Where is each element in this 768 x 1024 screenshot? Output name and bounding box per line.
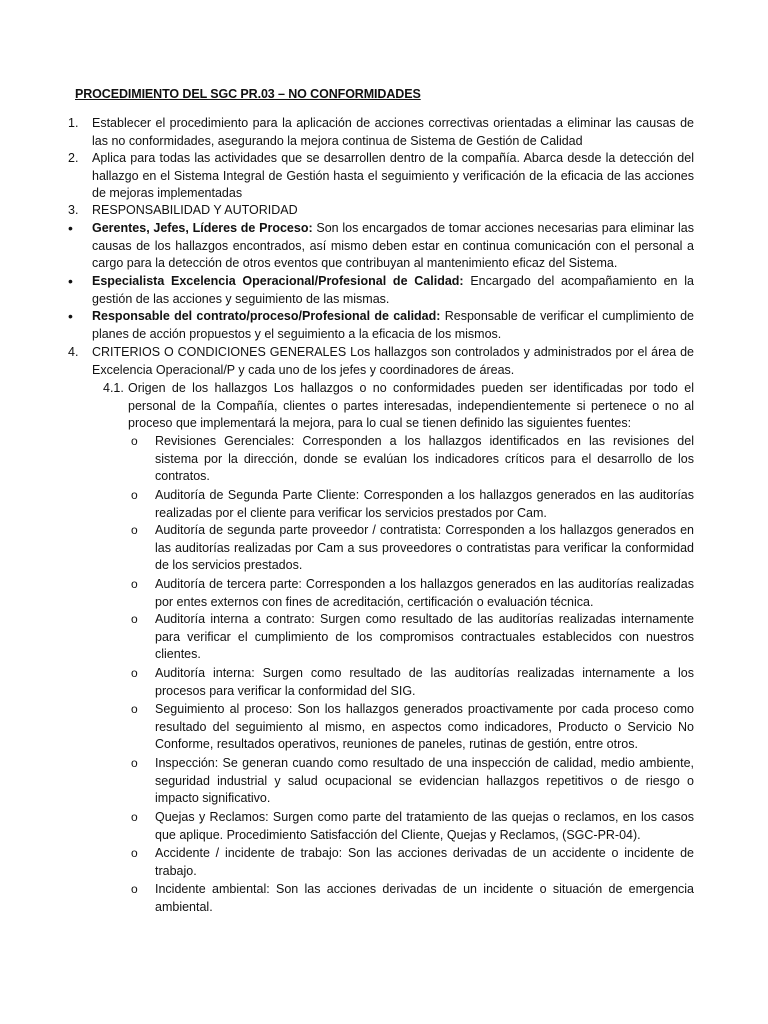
source-process-follow-up: Seguimiento al proceso: Son los hallazgos generados proactivamente por cada proceso como resultado del seguimiento al mismo, en aspectos como indicadores, Producto o Servicio No Conforme, resultados operativos, reuniones de paneles, rutinas de gestión, entre otros.	[155, 702, 694, 751]
sub-bullet-marker: o	[131, 434, 138, 448]
list-marker: 4.	[68, 345, 79, 359]
role-name: Especialista Excelencia Operacional/Profesional de Calidad:	[92, 274, 464, 288]
list-item-contract-responsible	[92, 308, 694, 343]
sub-bullet-marker: o	[131, 612, 138, 626]
list-item-quality-specialist	[92, 273, 694, 308]
source-management-review: Revisiones Gerenciales: Corresponden a los hallazgos identificados en las revisiones del sistema por la dirección, donde se evalúan los indicadores críticos para el desarrollo de los contratos.	[155, 434, 694, 483]
document-title: PROCEDIMIENTO DEL SGC PR.03 – NO CONFORMIDADES	[75, 87, 421, 101]
source-inspection: Inspección: Se generan cuando como resultado de una inspección de calidad, medio ambiente, seguridad industrial y salud ocupacional se evidencian hallazgos repetitivos o de riesgo o impacto significativo.	[155, 756, 694, 805]
source-internal-contract-audit: Auditoría interna a contrato: Surgen como resultado de las auditorías realizadas internamente para verificar el cumplimiento de los compromisos contractuales establecidos con nuestros clientes.	[155, 612, 694, 661]
section-heading-responsibility: RESPONSABILIDAD Y AUTORIDAD	[92, 203, 298, 217]
source-complaints-claims: Quejas y Reclamos: Surgen como parte del tratamiento de las quejas o reclamos, en los casos que aplique. Procedimiento Satisfacción del Cliente, Quejas y Reclamos, (SGC-PR-04).	[155, 810, 694, 842]
sub-bullet-marker: o	[131, 488, 138, 502]
sub-bullet-marker: o	[131, 756, 138, 770]
list-item-scope: Aplica para todas las actividades que se desarrollen dentro de la compañía. Abarca desde la detección del hallazgo en el Sistema Integral de Gestión hasta el seguimiento y verificación de la eficacia de las acciones de mejoras implementadas	[92, 151, 694, 200]
role-name: Responsable del contrato/proceso/Profesional de calidad:	[92, 309, 441, 323]
role-description: Son los encargados de tomar acciones necesarias para eliminar las causas de los hallazgos encontrados, así mismo deben estar en continua comunicación con el personal a cargo para la detección de otros eventos que contribuyan al mantenimiento eficaz del Sistema.	[92, 221, 694, 270]
bullet-marker: •	[68, 273, 73, 289]
bullet-marker: •	[68, 308, 73, 324]
list-item-general-criteria: CRITERIOS O CONDICIONES GENERALES Los hallazgos son controlados y administrados por el área de Excelencia Operacional/P y cada uno de los jefes y coordinadores de áreas.	[92, 345, 694, 377]
role-description: Responsable de verificar el cumplimiento de planes de acción propuestos y el seguimiento a la eficacia de los mismos.	[92, 309, 694, 341]
subsection-origin-findings: Origen de los hallazgos Los hallazgos o no conformidades pueden ser identificadas por todo el personal de la Compañía, clientes o partes interesadas, independientemente si pertenece o no al proceso que implementará la mejora, para lo cual se tienen definido las siguientes fuentes:	[128, 381, 694, 430]
subsection-marker: 4.1.	[103, 381, 124, 395]
sub-bullet-marker: o	[131, 702, 138, 716]
sub-bullet-marker: o	[131, 523, 138, 537]
sub-bullet-marker: o	[131, 577, 138, 591]
sub-bullet-marker: o	[131, 666, 138, 680]
list-marker: 1.	[68, 116, 79, 130]
sub-bullet-marker: o	[131, 810, 138, 824]
list-item-purpose: Establecer el procedimiento para la aplicación de acciones correctivas orientadas a eliminar las causas de las no conformidades, asegurando la mejora continua de Sistema de Gestión de Calidad	[92, 116, 694, 148]
source-second-party-client-audit: Auditoría de Segunda Parte Cliente: Corresponden a los hallazgos generados en las auditorías realizadas por el cliente para verificar los servicios prestados por Cam.	[155, 488, 694, 520]
source-second-party-supplier-audit: Auditoría de segunda parte proveedor / contratista: Corresponden a los hallazgos generados en las auditorías realizadas por Cam a sus proveedores o contratistas para verificar la conformidad de los servicios prestados.	[155, 523, 694, 572]
sub-bullet-marker: o	[131, 882, 138, 896]
list-marker: 2.	[68, 151, 79, 165]
source-internal-audit: Auditoría interna: Surgen como resultado de las auditorías realizadas internamente a los procesos para verificar la conformidad del SIG.	[155, 666, 694, 698]
list-item-managers	[92, 220, 694, 273]
list-marker: 3.	[68, 203, 79, 217]
role-name: Gerentes, Jefes, Líderes de Proceso:	[92, 221, 313, 235]
sub-bullet-marker: o	[131, 846, 138, 860]
source-work-accident: Accidente / incidente de trabajo: Son las acciones derivadas de un accidente o incidente de trabajo.	[155, 846, 694, 878]
role-description: Encargado del acompañamiento en la gestión de las acciones y seguimiento de las mismas.	[92, 274, 694, 306]
source-environmental-incident: Incidente ambiental: Son las acciones derivadas de un incidente o situación de emergencia ambiental.	[155, 882, 694, 914]
source-third-party-audit: Auditoría de tercera parte: Corresponden a los hallazgos generados en las auditorías realizadas por entes externos con fines de acreditación, certificación o evaluación técnica.	[155, 577, 694, 609]
bullet-marker: •	[68, 220, 73, 236]
